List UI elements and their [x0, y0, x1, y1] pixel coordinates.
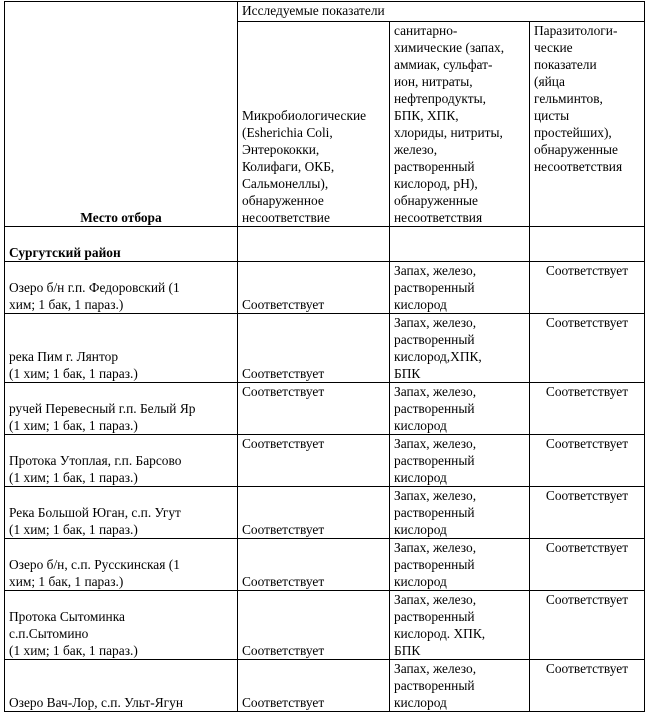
- row-place: Озеро б/н г.п. Федоровский (1 хим; 1 бак, 1 параз.): [5, 262, 238, 314]
- row-parasite: Соответствует: [530, 262, 645, 314]
- row-sanitary: Запах, железо, растворенный кислород,ХПК, БПК: [390, 314, 530, 383]
- header-micro: [238, 22, 390, 227]
- table-row: [5, 660, 645, 712]
- row-sanitary: Запах, железо, растворенный кислород: [390, 660, 530, 712]
- table-row: [5, 262, 645, 314]
- table-row: [5, 591, 645, 660]
- table-row: [5, 539, 645, 591]
- section-row: [5, 227, 645, 262]
- row-parasite: Соответствует: [530, 435, 645, 487]
- row-micro: Соответствует: [238, 383, 390, 435]
- table-row: [5, 314, 645, 383]
- row-place: Озеро Вач-Лор, с.п. Ульт-Ягун: [5, 660, 238, 712]
- row-sanitary: Запах, железо, растворенный кислород: [390, 383, 530, 435]
- row-sanitary: Запах, железо, растворенный кислород: [390, 487, 530, 539]
- header-group: [238, 2, 645, 22]
- header-sanitary: [390, 22, 530, 227]
- header-place-label: Место отбора: [80, 210, 162, 225]
- row-parasite: Соответствует: [530, 660, 645, 712]
- row-sanitary: Запах, железо, растворенный кислород: [390, 435, 530, 487]
- row-micro: Соответствует: [238, 262, 390, 314]
- row-parasite: Соответствует: [530, 487, 645, 539]
- table-row: [5, 487, 645, 539]
- row-place: ручей Перевесный г.п. Белый Яр (1 хим; 1 бак, 1 параз.): [5, 383, 238, 435]
- header-parasite: [530, 22, 645, 227]
- header-micro-label: Микробиологические (Esherichia Coli, Энтерококки, Колифаги, ОКБ, Сальмонеллы), обнаруженное несоответствие: [242, 108, 367, 225]
- row-micro: Соответствует: [238, 487, 390, 539]
- section-empty-parasite: [530, 227, 645, 262]
- header-sanitary-label: санитарно- химические (запах, аммиак, сульфат- ион, нитраты, нефтепродукты, БПК, ХПК, хлориды, нитриты, железо, растворенный кислород, pH), обнаруженные несоответствия: [394, 23, 505, 225]
- results-table: [4, 1, 645, 712]
- header-parasite-label: Паразитологи- ческие показатели (яйца гельминтов, цисты простейших), обнаруженные несоответствия: [534, 23, 623, 174]
- table-row: [5, 383, 645, 435]
- table-row: [5, 435, 645, 487]
- row-sanitary: Запах, железо, растворенный кислород. ХПК, БПК: [390, 591, 530, 660]
- header-row-group: [5, 2, 645, 22]
- section-empty-micro: [238, 227, 390, 262]
- row-parasite: Соответствует: [530, 539, 645, 591]
- row-parasite: Соответствует: [530, 314, 645, 383]
- row-parasite: Соответствует: [530, 383, 645, 435]
- row-micro: Соответствует: [238, 314, 390, 383]
- header-group-label: Исследуемые показатели: [242, 3, 385, 18]
- row-place: река Пим г. Лянтор (1 хим; 1 бак, 1 параз.): [5, 314, 238, 383]
- row-place: Протока Сытоминка с.п.Сытомино (1 хим; 1 бак, 1 параз.): [5, 591, 238, 660]
- row-micro: Соответствует: [238, 435, 390, 487]
- row-place: Озеро б/н, с.п. Русскинская (1 хим; 1 бак, 1 параз.): [5, 539, 238, 591]
- row-sanitary: Запах, железо, растворенный кислород: [390, 262, 530, 314]
- row-micro: Соответствует: [238, 591, 390, 660]
- row-sanitary: Запах, железо, растворенный кислород: [390, 539, 530, 591]
- row-place: Протока Утоплая, г.п. Барсово (1 хим; 1 бак, 1 параз.): [5, 435, 238, 487]
- header-place: [5, 2, 238, 227]
- row-parasite: Соответствует: [530, 591, 645, 660]
- row-micro: Соответствует: [238, 660, 390, 712]
- row-place: Река Большой Юган, с.п. Угут (1 хим; 1 бак, 1 параз.): [5, 487, 238, 539]
- section-title-label: Сургутский район: [9, 245, 121, 260]
- section-empty-sanitary: [390, 227, 530, 262]
- row-micro: Соответствует: [238, 539, 390, 591]
- section-title: [5, 227, 238, 262]
